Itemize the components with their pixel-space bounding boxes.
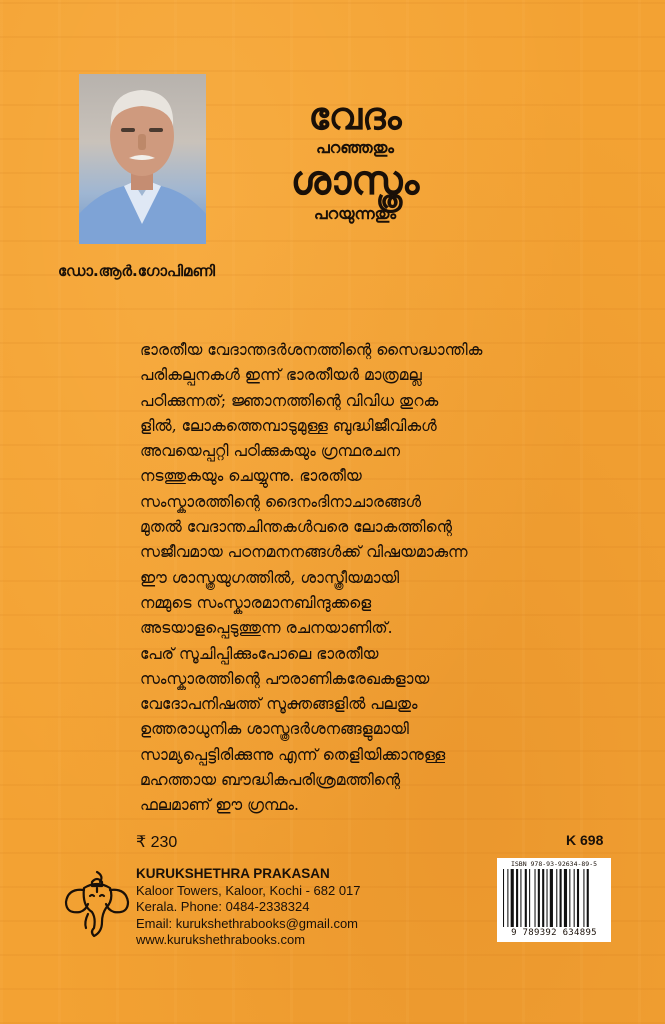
catalog-code: K 698: [566, 832, 604, 848]
blurb-line: വേദോപനിഷത്ത് സൂക്തങ്ങളിൽ പലതും: [140, 695, 418, 714]
blurb-line: സംസ്കാരത്തിന്റെ ദൈനംദിനാചാരങ്ങൾ: [140, 492, 422, 511]
blurb-line: ഭാരതീയ വേദാന്തദർശനത്തിന്റെ സൈദ്ധാന്തിക: [140, 341, 483, 359]
barcode-number: 9 789392 634895: [511, 928, 597, 938]
blurb-line: അടയാളപ്പെടുത്തുന്ന രചനയാണിത്.: [140, 619, 393, 638]
author-photo: [79, 74, 206, 244]
blurb-line: മുതൽ വേദാന്തചിന്തകൾവരെ ലോകത്തിന്റെ: [140, 518, 452, 537]
title-line-3: ശാസ്ത്രം: [290, 158, 420, 204]
blurb-line: ഈ ശാസ്ത്രയുഗത്തിൽ, ശാസ്ത്രീയമായി: [140, 568, 400, 587]
blurb-line: സംസ്കാരത്തിന്റെ പൗരാണികരേഖകളായ: [140, 669, 430, 688]
publisher-website: www.kurukshethrabooks.com: [136, 932, 306, 947]
blurb-line: മഹത്തായ ബൗദ്ധികപരിശ്രമത്തിന്റെ: [140, 771, 401, 790]
publisher-info: [136, 866, 361, 949]
title-line-2: പറഞ്ഞതും: [315, 138, 395, 157]
blurb-text: [140, 338, 610, 819]
blurb-line: ഫലമാണ് ഈ ഗ്രന്ഥം.: [140, 796, 299, 815]
blurb-line: സാമ്യപ്പെട്ടിരിക്കുന്നു എന്ന് തെളിയിക്കാനുള്ള: [140, 745, 446, 764]
blurb-line: നടത്തുകയും ചെയ്യുന്നു. ഭാരതീയ: [140, 467, 362, 486]
blurb-line: പേര് സൂചിപ്പിക്കുംപോലെ ഭാരതീയ: [140, 644, 379, 663]
blurb-line: ഉത്തരാധുനിക ശാസ്ത്രദർശനങ്ങളുമായി: [140, 720, 409, 739]
author-name: ഡോ.ആർ.ഗോപിമണി: [58, 262, 216, 280]
blurb-line: സജീവമായ പഠനമനനങ്ങൾക്ക് വിഷയമാകുന്ന: [140, 543, 468, 562]
blurb-line: അവയെപ്പറ്റി പഠിക്കുകയും ഗ്രന്ഥരചന: [140, 442, 400, 461]
blurb-line: പരികല്പനകൾ ഇന്ന് ഭാരതീയർ മാത്രമല്ല: [140, 366, 422, 385]
publisher-phone: Kerala. Phone: 0484-2338324: [136, 899, 310, 914]
blurb-line: പഠിക്കുന്നത്; ജ്ഞാനത്തിന്റെ വിവിധ തുറക: [140, 391, 439, 410]
author-portrait-illustration: [79, 74, 206, 244]
title-line-4: പറയുന്നതും: [313, 204, 397, 223]
ganesha-logo-icon: [62, 866, 132, 940]
title-line-1: വേദം: [308, 94, 402, 138]
blurb-line: ളിൽ, ലോകത്തെമ്പാടുമുള്ള ബുദ്ധിജീവികൾ: [140, 416, 437, 435]
isbn-barcode: [497, 858, 611, 942]
isbn-label: ISBN 978-93-92634-89-5: [510, 860, 598, 868]
publisher-name: KURUKSHETHRA PRAKASAN: [136, 866, 330, 881]
publisher-email: Email: kurukshethrabooks@gmail.com: [136, 915, 359, 931]
blurb-line: നമ്മുടെ സംസ്കാരമാനബിന്ദുക്കളെ: [140, 593, 372, 612]
price-label: ₹ 230: [136, 834, 178, 851]
publisher-address: Kaloor Towers, Kaloor, Kochi - 682 017: [136, 882, 361, 898]
barcode-bars: [501, 869, 607, 927]
book-title: [240, 95, 470, 225]
